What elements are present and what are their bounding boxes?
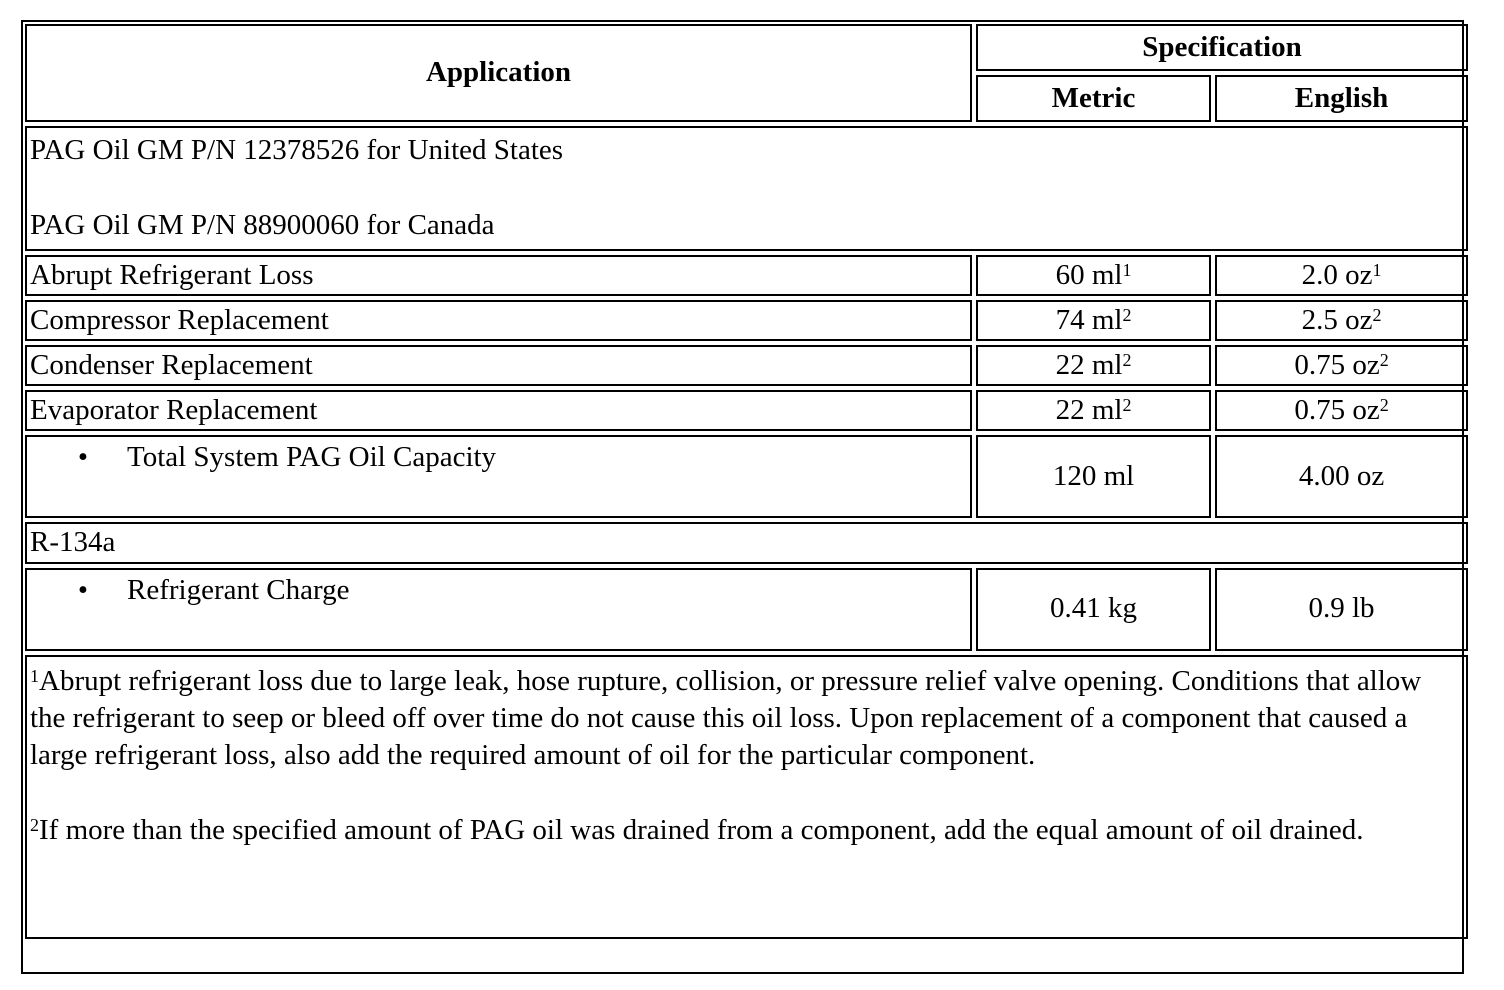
bullet-icon: •	[77, 441, 89, 474]
refrigerant-charge-label: Refrigerant Charge	[127, 573, 350, 606]
english-cell: 0.75 oz$^2$	[1215, 390, 1468, 431]
total-capacity-label: Total System PAG Oil Capacity	[127, 441, 497, 474]
header-english: English	[1215, 75, 1468, 122]
refrigerant-name: R-134a	[25, 522, 1468, 563]
table-row	[25, 345, 1468, 386]
total-capacity-label-cell	[25, 435, 972, 518]
footnote-marker: 2	[1122, 395, 1132, 416]
footnote-1: $^1$Abrupt refrigerant loss due to large leak, hose rupture, collision, or pressure relief valve opening. Conditions that allow the refrigerant to seep or bleed off over time do not cause this oil loss. Upon replacement of a component that caused a large refrigerant loss, also add the required amount of oil for the particular component.	[30, 664, 1422, 771]
refrigerant-charge-row	[25, 568, 1468, 651]
footnote-marker: 1	[1372, 260, 1382, 280]
footnote-marker: 2	[1372, 305, 1382, 326]
header-metric: Metric	[976, 75, 1211, 122]
pag-oil-us: PAG Oil GM P/N 12378526 for United States	[30, 134, 564, 166]
application-cell: Evaporator Replacement	[25, 390, 972, 431]
application-cell: Compressor Replacement	[25, 300, 972, 341]
total-capacity-row	[25, 435, 1468, 518]
footnotes-cell	[25, 655, 1468, 939]
metric-cell: 22 ml$^2$	[976, 345, 1211, 386]
footnote-marker: 2	[1122, 350, 1132, 371]
specification-table	[21, 20, 1472, 943]
refrigerant-charge-metric: 0.41 kg	[976, 568, 1211, 651]
metric-cell: 74 ml$^2$	[976, 300, 1211, 341]
table-row	[25, 300, 1468, 341]
english-cell: 2.0 oz$^1$	[1215, 255, 1468, 296]
pag-oil-canada: PAG Oil GM P/N 88900060 for Canada	[30, 209, 495, 242]
english-cell: 0.75 oz$^2$	[1215, 345, 1468, 386]
application-cell: Condenser Replacement	[25, 345, 972, 386]
total-capacity-metric: 120 ml	[976, 435, 1211, 518]
total-capacity-english: 4.00 oz	[1215, 435, 1468, 518]
table-row	[25, 255, 1468, 296]
metric-cell: 22 ml$^2$	[976, 390, 1211, 431]
footnote-marker: 1	[1122, 260, 1132, 280]
footnote-marker: 2	[1379, 350, 1389, 371]
refrigerant-charge-english: 0.9 lb	[1215, 568, 1468, 651]
footnote-marker: 1	[30, 665, 39, 686]
bullet-icon: •	[77, 573, 89, 606]
footnote-marker: 2	[1379, 395, 1389, 416]
footnote-marker: 2	[30, 814, 39, 835]
pag-oil-cell	[25, 126, 1468, 251]
footnote-2: $^2$If more than the specified amount of PAG oil was drained from a component, add the equal amount of oil drained.	[30, 813, 1364, 846]
english-cell: 2.5 oz$^2$	[1215, 300, 1468, 341]
header-application: Application	[25, 24, 972, 122]
metric-cell: 60 ml$^1$	[976, 255, 1211, 296]
header-specification: Specification	[976, 24, 1468, 71]
footnote-marker: 2	[1122, 305, 1132, 326]
application-cell: Abrupt Refrigerant Loss	[25, 255, 972, 296]
table-row	[25, 390, 1468, 431]
refrigerant-charge-label-cell	[25, 568, 972, 651]
refrigerant-type-row	[25, 522, 1468, 563]
